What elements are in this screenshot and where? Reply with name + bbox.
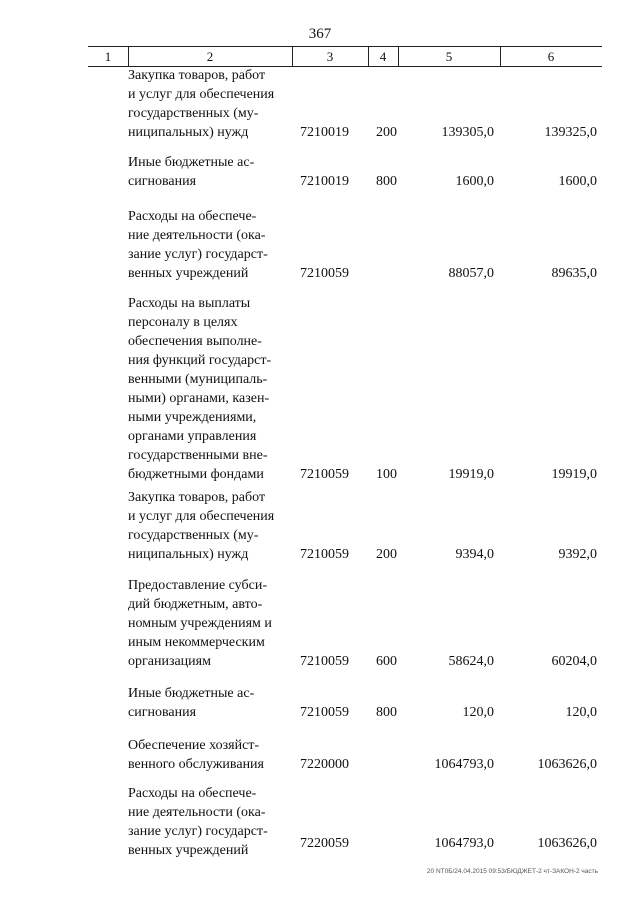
- description-line: государственными вне-: [128, 448, 268, 463]
- description-line: иным некоммерческим: [128, 635, 265, 650]
- description-line: персоналу в целях: [128, 315, 238, 330]
- row-code: 7210019: [300, 125, 349, 140]
- row-value-col6: 19919,0: [551, 467, 597, 482]
- row-type: 800: [376, 174, 397, 189]
- description-line: Обеспечение хозяйст-: [128, 738, 260, 753]
- row-code: 7210059: [300, 547, 349, 562]
- description-line: государственных (му-: [128, 528, 259, 543]
- row-value-col6: 60204,0: [551, 654, 597, 669]
- row-description: [128, 784, 285, 860]
- page-number: 367: [308, 26, 332, 42]
- row-description: [128, 294, 285, 484]
- row-type: 200: [376, 547, 397, 562]
- row-value-col6: 1063626,0: [537, 836, 597, 851]
- row-code: 7220059: [300, 836, 349, 851]
- description-line: Иные бюджетные ас-: [128, 155, 255, 170]
- description-line: и услуг для обеспечения: [128, 87, 275, 102]
- row-value-col5: 88057,0: [448, 266, 494, 281]
- description-line: сигнования: [128, 174, 197, 189]
- row-code: 7210059: [300, 705, 349, 720]
- description-line: ными) органами, казен-: [128, 391, 270, 406]
- row-type: 600: [376, 654, 397, 669]
- row-code: 7210059: [300, 266, 349, 281]
- description-line: ниципальных) нужд: [128, 547, 249, 562]
- description-line: Расходы на обеспече-: [128, 786, 257, 801]
- row-value-col6: 1063626,0: [537, 757, 597, 772]
- description-line: венных учреждений: [128, 843, 249, 858]
- row-value-col6: 9392,0: [558, 547, 597, 562]
- description-line: венного обслуживания: [128, 757, 264, 772]
- description-line: бюджетными фондами: [128, 467, 264, 482]
- document-footer: 20 NT0Б/24.04.2015 09:53/БЮДЖЕТ-2 чт-ЗАКОН-2 часть: [426, 868, 598, 875]
- header-col-6: 6: [547, 49, 555, 64]
- header-col-1: 1: [104, 49, 112, 64]
- row-code: 7210059: [300, 467, 349, 482]
- row-type: 200: [376, 125, 397, 140]
- header-col-2: 2: [206, 49, 214, 64]
- row-type: 100: [376, 467, 397, 482]
- description-line: зание услуг) государст-: [128, 824, 268, 839]
- description-line: Расходы на выплаты: [128, 296, 251, 311]
- row-value-col6: 139325,0: [544, 125, 597, 140]
- description-line: организациям: [128, 654, 211, 669]
- row-value-col5: 1600,0: [455, 174, 494, 189]
- row-value-col5: 19919,0: [448, 467, 494, 482]
- description-line: ние деятельности (ока-: [128, 228, 266, 243]
- row-value-col6: 1600,0: [558, 174, 597, 189]
- description-line: обеспечения выполне-: [128, 334, 262, 349]
- description-line: номным учреждениям и: [128, 616, 272, 631]
- row-value-col5: 139305,0: [441, 125, 494, 140]
- row-description: [128, 488, 285, 564]
- row-value-col6: 89635,0: [551, 266, 597, 281]
- row-code: 7210059: [300, 654, 349, 669]
- row-value-col5: 120,0: [462, 705, 494, 720]
- row-code: 7210019: [300, 174, 349, 189]
- row-type: 800: [376, 705, 397, 720]
- description-line: Иные бюджетные ас-: [128, 686, 255, 701]
- table-header-row: [88, 46, 602, 67]
- row-code: 7220000: [300, 757, 349, 772]
- row-description: [128, 66, 285, 142]
- row-value-col5: 1064793,0: [434, 757, 494, 772]
- description-line: Предоставление субси-: [128, 578, 267, 593]
- description-line: органами управления: [128, 429, 257, 444]
- row-description: [128, 736, 285, 774]
- description-line: ниципальных) нужд: [128, 125, 249, 140]
- description-line: государственных (му-: [128, 106, 259, 121]
- description-line: ными учреждениями,: [128, 410, 257, 425]
- header-col-3: 3: [326, 49, 334, 64]
- description-line: и услуг для обеспечения: [128, 509, 275, 524]
- description-line: зание услуг) государст-: [128, 247, 268, 262]
- row-description: [128, 153, 285, 191]
- description-line: дий бюджетным, авто-: [128, 597, 263, 612]
- header-col-5: 5: [445, 49, 453, 64]
- description-line: ния функций государст-: [128, 353, 272, 368]
- row-value-col5: 9394,0: [455, 547, 494, 562]
- row-description: [128, 684, 285, 722]
- row-value-col6: 120,0: [565, 705, 597, 720]
- row-description: [128, 207, 285, 283]
- description-line: Закупка товаров, работ: [128, 490, 266, 505]
- description-line: венных учреждений: [128, 266, 249, 281]
- description-line: ние деятельности (ока-: [128, 805, 266, 820]
- row-description: [128, 576, 285, 671]
- description-line: сигнования: [128, 705, 197, 720]
- row-value-col5: 1064793,0: [434, 836, 494, 851]
- description-line: венными (муниципаль-: [128, 372, 268, 387]
- description-line: Закупка товаров, работ: [128, 68, 266, 83]
- row-value-col5: 58624,0: [448, 654, 494, 669]
- description-line: Расходы на обеспече-: [128, 209, 257, 224]
- header-col-4: 4: [379, 49, 387, 64]
